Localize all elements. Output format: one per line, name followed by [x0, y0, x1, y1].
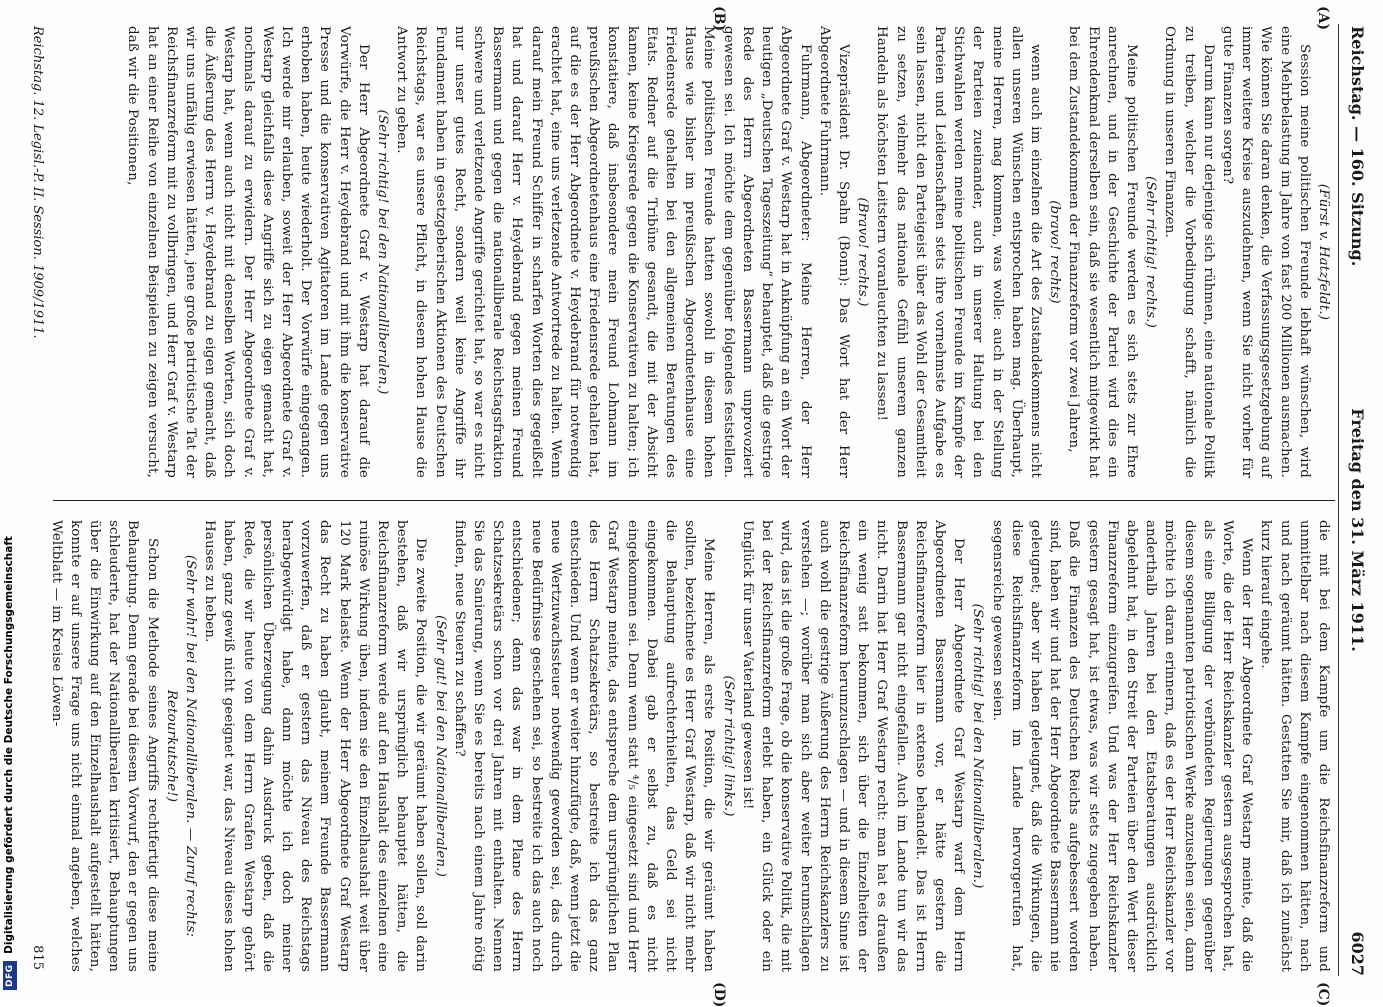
interjection: (Sehr gut! bei den Nationalliberalen.) [432, 614, 448, 877]
interjection: (Sehr wahr! bei den Nationalliberalen. — Zuruf rechts: Retourkutsche!) [163, 554, 199, 938]
interjection: (Sehr richtig! rechts.) [1143, 176, 1159, 328]
interjection: (bravo! rechts) [1047, 200, 1063, 304]
paragraph: Der Herr Abgeordnete Graf Westarp warf dem Herrn Abgeordneten Bassermann vor, er hätte gestern die Reichsfinanzreform hier in extenso behandelt. Das ist Herrn Bassermann gar nicht eingefallen. Auch im Lande tun wir das nicht. Darin hat Herr Graf Westarp recht: man hat es draußen ein wenig satt bekommen, sich über die Einzelheiten der Reichsfinanzreform herumzuschlagen — und in diesem Sinne ist auch wohl die gestrige Äußerung des Herrn Reichskanzlers zu verstehen —; worüber man sich aber weiter herumschlagen wird, das ist die große Frage, ob die konservative Politik, die mit bei der Reichsfinanzreform erlebt haben, ein Glück oder ein Unglück für unser Vaterland gewesen ist! [739, 520, 967, 972]
interjection: (Bravo! rechts.) [855, 197, 871, 307]
right-text-column [46, 520, 1333, 972]
paragraph: Meine politischen Freunde werden es sich stets zur Ehre anrechnen, und in der Geschichte der Partei wird dies ein Ehrendenkmal derselben sein, daß sie wesentlich mitgewirkt hat bei dem Zustandekommen der Finanzreform vor zwei Jahren, [1066, 26, 1139, 478]
paragraph: Wenn der Herr Abgeordnete Graf Westarp meinte, daß die Worte, die der Herr Reichskanzler gestern ausgesprochen hat, als eine Billigung der verbündeten Regierungen gegenüber diesem sogenannten patriotischen Werke anzusehen seien, dann möchte ich daran erinnern, daß es der Herr Reichskanzler vor anderthalb Jahren bei den Etatsberatungen ausdrücklich abgelehnt hat, in den Streit der Parteien über den Wert dieser Finanzreform einzugreifen. Und was der Herr Reichskanzler gestern gesagt hat, ist etwas, was wir stets zugegeben haben. Daß die Finanzen des Deutschen Reichs aufgebessert worden sind, haben wir und hat der Herr Abgeordnete Bassermann nie geleugnet; aber wir haben geleugnet, daß die Wirkungen, die diese Reichsfinanzreform im Lande hervorgerufen hat, segensreiche gewesen seien. [989, 520, 1255, 972]
margin-mark-b: (B) [711, 6, 727, 32]
running-header-date: Freitag den 31. März 1911. [1348, 408, 1367, 652]
margin-mark-a: (A) [1315, 6, 1331, 31]
margin-mark-c: (C) [1315, 982, 1331, 1007]
paragraph: Die zweite Position, die wir geräumt haben sollen, soll darin bestehen, daß wir ursprünglich behauptet hätten, die Reichsfinanzreform werde auf den Haushalt des einzelnen eine ruinöse Wirkung üben, indem sie den Einzelhaushalt weit über 120 Mark belaste. Wenn der Herr Abgeordnete Graf Westarp das Recht zu haben glaubt, meinem Freunde Bassermann vorzuwerfen, daß er gestern das Niveau des Reichstags herabgewürdigt habe, dann möchte ich doch meiner persönlichen Überzeugung dahin Ausdruck geben, daß die Rede, die wir heute von dem Herrn Grafen Westarp gehört haben, ganz gewiß nicht geeignet war, das Niveau dieses hohen Hauses zu heben. [202, 520, 429, 972]
left-text-column [123, 26, 1333, 478]
paragraph: Darum kann nur derjenige sich rühmen, eine nationale Politik zu treiben, welcher die Vorbedingung schafft, nämlich die Ordnung in unseren Finanzen. [1162, 26, 1216, 478]
paragraph: Der Herr Abgeordnete Graf v. Westarp hat darauf die Vorwürfe, die Herr v. Heydebrand und mit ihm die konservative Presse und die konservativen Agitatoren im Lande gegen uns erhoben haben, heute wiederholt. Der Vorwürfe eingegangen. Ich werde mir erlauben, soweit der Herr Abgeordnete Graf v. Westarp gleichfalls diese Angriffe sich zu eigen gemacht hat, nochmals darauf zu erwidern. Der Herr Abgeordnete Graf v. Westarp hat, wenn auch nicht mit denselben Worten, sich doch die Äußerung des Herrn v. Heydebrand zu eigen gemacht, daß wir uns unfähig erwiesen hätten, jene große patriotische Tat der Reichsfinanzreform mit zu vollbringen, und Herr Graf v. Westarp hat an einer Reihe von einzelnen Beispielen zu zeigen versucht, daß wir die Positionen, [125, 26, 371, 478]
paragraph: Vizepräsident Dr. Spahn (Bonn): Das Wort hat der Herr Abgeordnete Fuhrmann. [816, 26, 851, 478]
paragraph: Session meine politischen Freunde lebhaft wünschen, wird eine Mehrbelastung im Jahre von fast 200 Millionen ausmachen. Wie können Sie daran denken, die Verfassungsgesetzgebung auf immer weitere Kreise auszudehnen, wenn Sie nicht vorher für gute Finanzen sorgen? [1219, 26, 1312, 478]
column-divider [53, 500, 1335, 501]
paragraph: wenn auch im einzelnen die Art des Zustandekommens nicht allen unseren Wünschen entsprochen haben mag. Überhaupt, meine Herren, mag kommen, was wolle: auch in der Stellung der Parteien zueinander, auch in unserer Haltung bei den Stichwahlen werden meine politischen Freunde im Kampfe der Parteien und Leidenschaften stets ihre vornehmste Aufgabe es sein lassen, nicht den Parteigeist über das Wohl der Gesamtheit zu setzen, vielmehr das nationale Gefühl unserem ganzen Handeln als höchsten Leitstern voranleuchten zu lassen! [874, 26, 1043, 478]
interjection: (Fürst v. Hatzfeldt.) [1316, 183, 1331, 321]
paragraph: Meine Herren, als erste Position, die wir geräumt haben sollten, bezeichnete es Herr Graf Westarp, daß wir nicht mehr die Behauptung aufrechterhielten, das Geld sei nicht eingekommen. Dabei gab er selbst zu, daß es nicht eingekommen sei. Denn wenn statt ⁴/₅ eingesetzt sind und Herr Graf Westarp meinte, das entspreche dem ursprünglichen Plan des Herrn Schatzsekretärs, so bestreite ich das ganz entschieden. Und wenn er weiter hinzufügte, daß, wenn jetzt die neue Wertzuwachssteuer notwendig geworden sei, das durch neue Bedürfnisse geschehen sei, so bestreite ich das auch noch entschiedener; denn das war in dem Plane des Herrn Schatzsekretärs schon vor drei Jahren mit enthalten. Nennen Sie das Sanierung, wenn Sie es bereits nach einem Jahre nötig finden, neue Steuern zu schaffen? [451, 520, 717, 972]
footer-imprint: Reichstag. 12. Legisl.-P. II. Session. 1909/1911. [30, 26, 45, 339]
paragraph: Fuhrmann, Abgeordneter: Meine Herren, der Herr Abgeordnete Graf v. Westarp hat in Anknüpfung an ein Wort der heutigen „Deutschen Tageszeitung“ behauptet, daß die gestrige Rede des Herrn Abgeordneten Bassermann unprovoziert gewesen sei. Ich möchte dem gegenüber folgendes feststellen. Meine politischen Freunde hatten sowohl in diesem hohen Hause wie bisher im preußischen Abgeordnetenhause eine Friedensrede gehalten bei den allgemeinen Beratungen des Etats. Redner auf die Tribüne gesandt, die mit der Absicht kamen, keine Kriegsrede gegen die Konservativen zu halten; ich konstatiere, daß insbesondere mein Freund Lohmann im preußischen Abgeordnetenhaus eine Friedensrede gehalten hat, auf die es der Herr Abgeordnete v. Heydebrand für notwendig erachtet hat, eine uns verletzende Antwortrede zu halten. Wenn darauf mein Freund Schiffer in scharfen Worten dies gegeißelt hat und darauf Herr v. Heydebrand gegen meinen Freund Bassermann und gegen die nationalliberale Reichstagsfraktion schwere und verletzende Angriffe gerichtet hat, so war es nicht nur unser gutes Recht, sondern weil keine Angriffe ihr Fundament haben in gesetzgeberischen Aktionen des Deutschen Reichstags, war es unsere Pflicht, in diesem hohen Hause die Antwort zu geben. [394, 26, 813, 478]
credit-text: Digitalisierung gefördert durch die Deutsche Forschungsgemeinschaft [3, 536, 15, 954]
page-number: 6027 [1348, 931, 1367, 976]
margin-mark-d: (D) [711, 982, 727, 1007]
header-rule [1338, 24, 1339, 976]
interjection: (Sehr richtig! bei den Nationalliberalen.) [375, 109, 391, 395]
paragraph: die mit bei dem Kampfe um die Reichsfinanzreform und unmittelbar nach diesem Kampfe eingenommen hätten, nach und nach geräumt hätten. Gestatten Sie mir, daß ich zunächst kurz hierauf eingehe. [1258, 520, 1331, 972]
footer-page-number: 815 [30, 945, 45, 970]
running-header-left: Reichstag. — 160. Sitzung. [1348, 26, 1367, 267]
interjection: (Sehr richtig! links.) [720, 675, 736, 817]
paragraph: Schon die Methode seines Angriffs rechtfertigt diese meine Behauptung. Denn gerade bei diesem Vorwurf, den er gegen uns schleuderte, hat der Nationalliberalen kritisiert, Behauptungen über die Einwirkung auf den Einzelhaushalt aufgestellt hätten, konnte er auf unsere Frage uns nicht einmal angeben, welches Weltblatt — im Kreise Löwen- [48, 520, 160, 972]
dfg-logo: DFG [3, 961, 17, 990]
interjection: (Sehr richtig! bei den Nationalliberalen.) [970, 603, 986, 889]
